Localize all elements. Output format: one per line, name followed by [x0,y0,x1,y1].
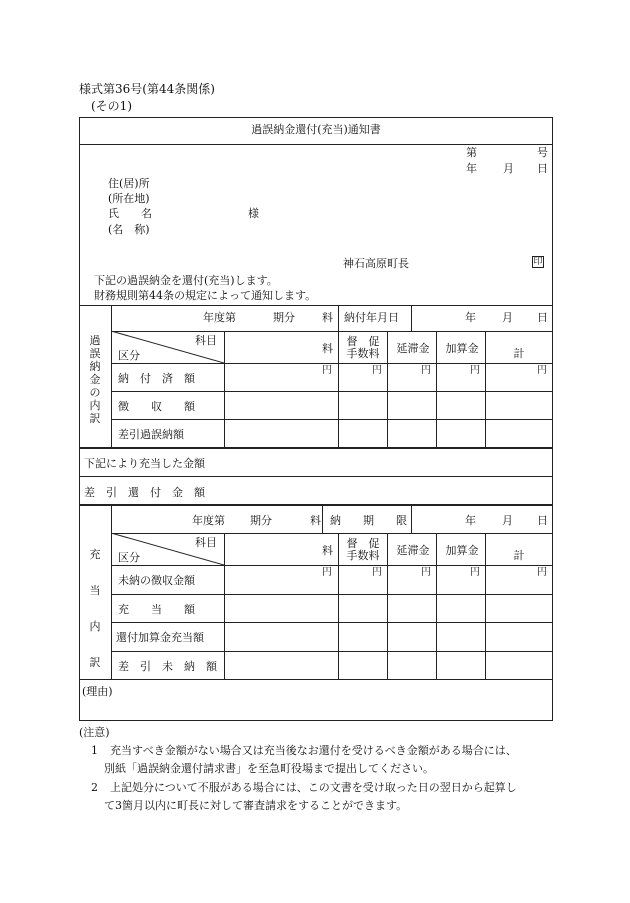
due-month: 月 [502,514,513,527]
row-label-net-unpaid: 差 引 未 納 額 [118,660,217,673]
unit-yen: 円 [537,567,547,578]
fiscal-year-label: 年度第 [192,514,225,527]
unit-yen: 円 [421,567,431,578]
note-2-line-1: 上記処分について不服がある場合には、この文書を受け取った日の翌日から起算し [110,781,517,794]
divider [338,331,339,448]
applied-amount-label: 下記により充当した金額 [84,457,205,470]
divider [79,305,553,306]
divider [111,391,553,392]
body-line-1: 下記の過誤納金を還付(充当)します。 [94,274,278,287]
paid-date-label: 納付年月日 [344,311,399,324]
unit-yen: 円 [421,365,431,376]
divider [111,419,553,420]
location-label: (所在地) [108,192,150,205]
row-label-refund-interest-applied: 還付加算金充当額 [116,631,204,644]
refund-amount-label: 差 引 還 付 金 額 [84,486,205,499]
unit-yen: 円 [372,365,382,376]
category-label: 区分 [118,551,140,564]
due-date-label: 納 期 限 [330,514,407,527]
issue-year: 年 [466,162,477,175]
divider [111,305,112,448]
divider [79,679,553,680]
column-total: 計 [513,347,525,360]
divider [485,331,486,448]
divider [411,506,412,533]
divider [79,476,553,477]
double-divider [79,447,553,449]
form-part: (その1) [91,99,132,113]
column-surcharge: 加算金 [445,342,479,355]
column-reminder-fee: 督 促 手数料 [346,335,380,360]
due-year: 年 [465,514,476,527]
due-day: 日 [537,514,548,527]
address-label: 住(居)所 [108,177,150,190]
unit-yen: 円 [470,365,480,376]
column-reminder-fee: 督 促 手数料 [346,537,380,562]
column-fee: 料 [322,544,333,557]
divider [436,533,437,679]
row-label-unpaid: 未納の徴収金額 [118,574,195,587]
note-1-number: 1 [91,744,98,757]
row-label-paid: 納 付 済 額 [118,372,195,385]
divider [485,533,486,679]
seal-mark: 印 [533,257,543,267]
divider [111,594,553,595]
row-label-collected: 徴 収 額 [118,400,195,413]
period-label: 期分 [250,514,272,527]
divider [411,305,412,331]
unit-yen: 円 [322,365,332,376]
double-divider [79,504,553,506]
divider [338,533,339,679]
fiscal-year-label: 年度第 [203,311,236,324]
column-fee: 料 [322,342,333,355]
paid-year: 年 [465,311,476,324]
issue-month: 月 [503,162,514,175]
note-1-line-2: 別紙「過誤納金還付請求書」を至急町役場まで提出してください。 [104,762,434,775]
issuer: 神石高原町長 [343,257,409,270]
divider [387,331,388,448]
number-suffix: 号 [537,146,548,159]
divider [111,506,112,679]
item-label: 科目 [195,334,217,347]
notice-title: 過誤納金還付(充当)通知書 [251,123,381,136]
divider [111,565,553,566]
application-side-label: 充当内訳 [89,548,101,669]
item-label: 科目 [195,536,217,549]
divider [387,533,388,679]
unit-yen: 円 [372,567,382,578]
divider [111,363,553,364]
divider [111,651,553,652]
name-label: 氏 名 [108,207,152,220]
divider [111,622,553,623]
paid-month: 月 [502,311,513,324]
divider [224,331,225,448]
note-2-line-2: て3箇月以内に町長に対して審査請求をすることができます。 [104,799,408,812]
issue-day: 日 [537,162,548,175]
column-late-charge: 延滞金 [396,544,430,557]
period-label: 期分 [273,311,295,324]
divider [224,533,225,679]
body-line-2: 財務規則第44条の規定によって通知します。 [94,289,317,302]
fee-label: 料 [322,311,333,324]
category-label: 区分 [118,349,140,362]
reason-label: (理由) [82,685,113,698]
divider [322,506,323,533]
column-late-charge: 延滞金 [396,342,430,355]
column-surcharge: 加算金 [445,544,479,557]
fee-label: 料 [310,514,321,527]
paid-day: 日 [537,311,548,324]
row-label-net-overpaid: 差引過誤納額 [118,428,184,441]
unit-yen: 円 [470,567,480,578]
divider [79,144,553,145]
note-2-number: 2 [91,781,98,794]
column-total: 計 [513,549,525,562]
divider [436,331,437,448]
notes-heading: (注意) [79,726,110,739]
overpayment-side-label: 過誤納金の内訳 [89,334,101,425]
number-prefix: 第 [466,146,477,159]
note-1-line-1: 充当すべき金額がない場合又は充当後なお還付を受けるべき金額がある場合には、 [110,744,517,757]
row-label-applied: 充 当 額 [118,603,195,616]
divider [338,305,339,331]
unit-yen: 円 [322,567,332,578]
form-number: 様式第36号(第44条関係) [79,82,215,96]
unit-yen: 円 [537,365,547,376]
honorific: 様 [248,207,259,220]
corp-name-label: (名 称) [108,223,150,236]
